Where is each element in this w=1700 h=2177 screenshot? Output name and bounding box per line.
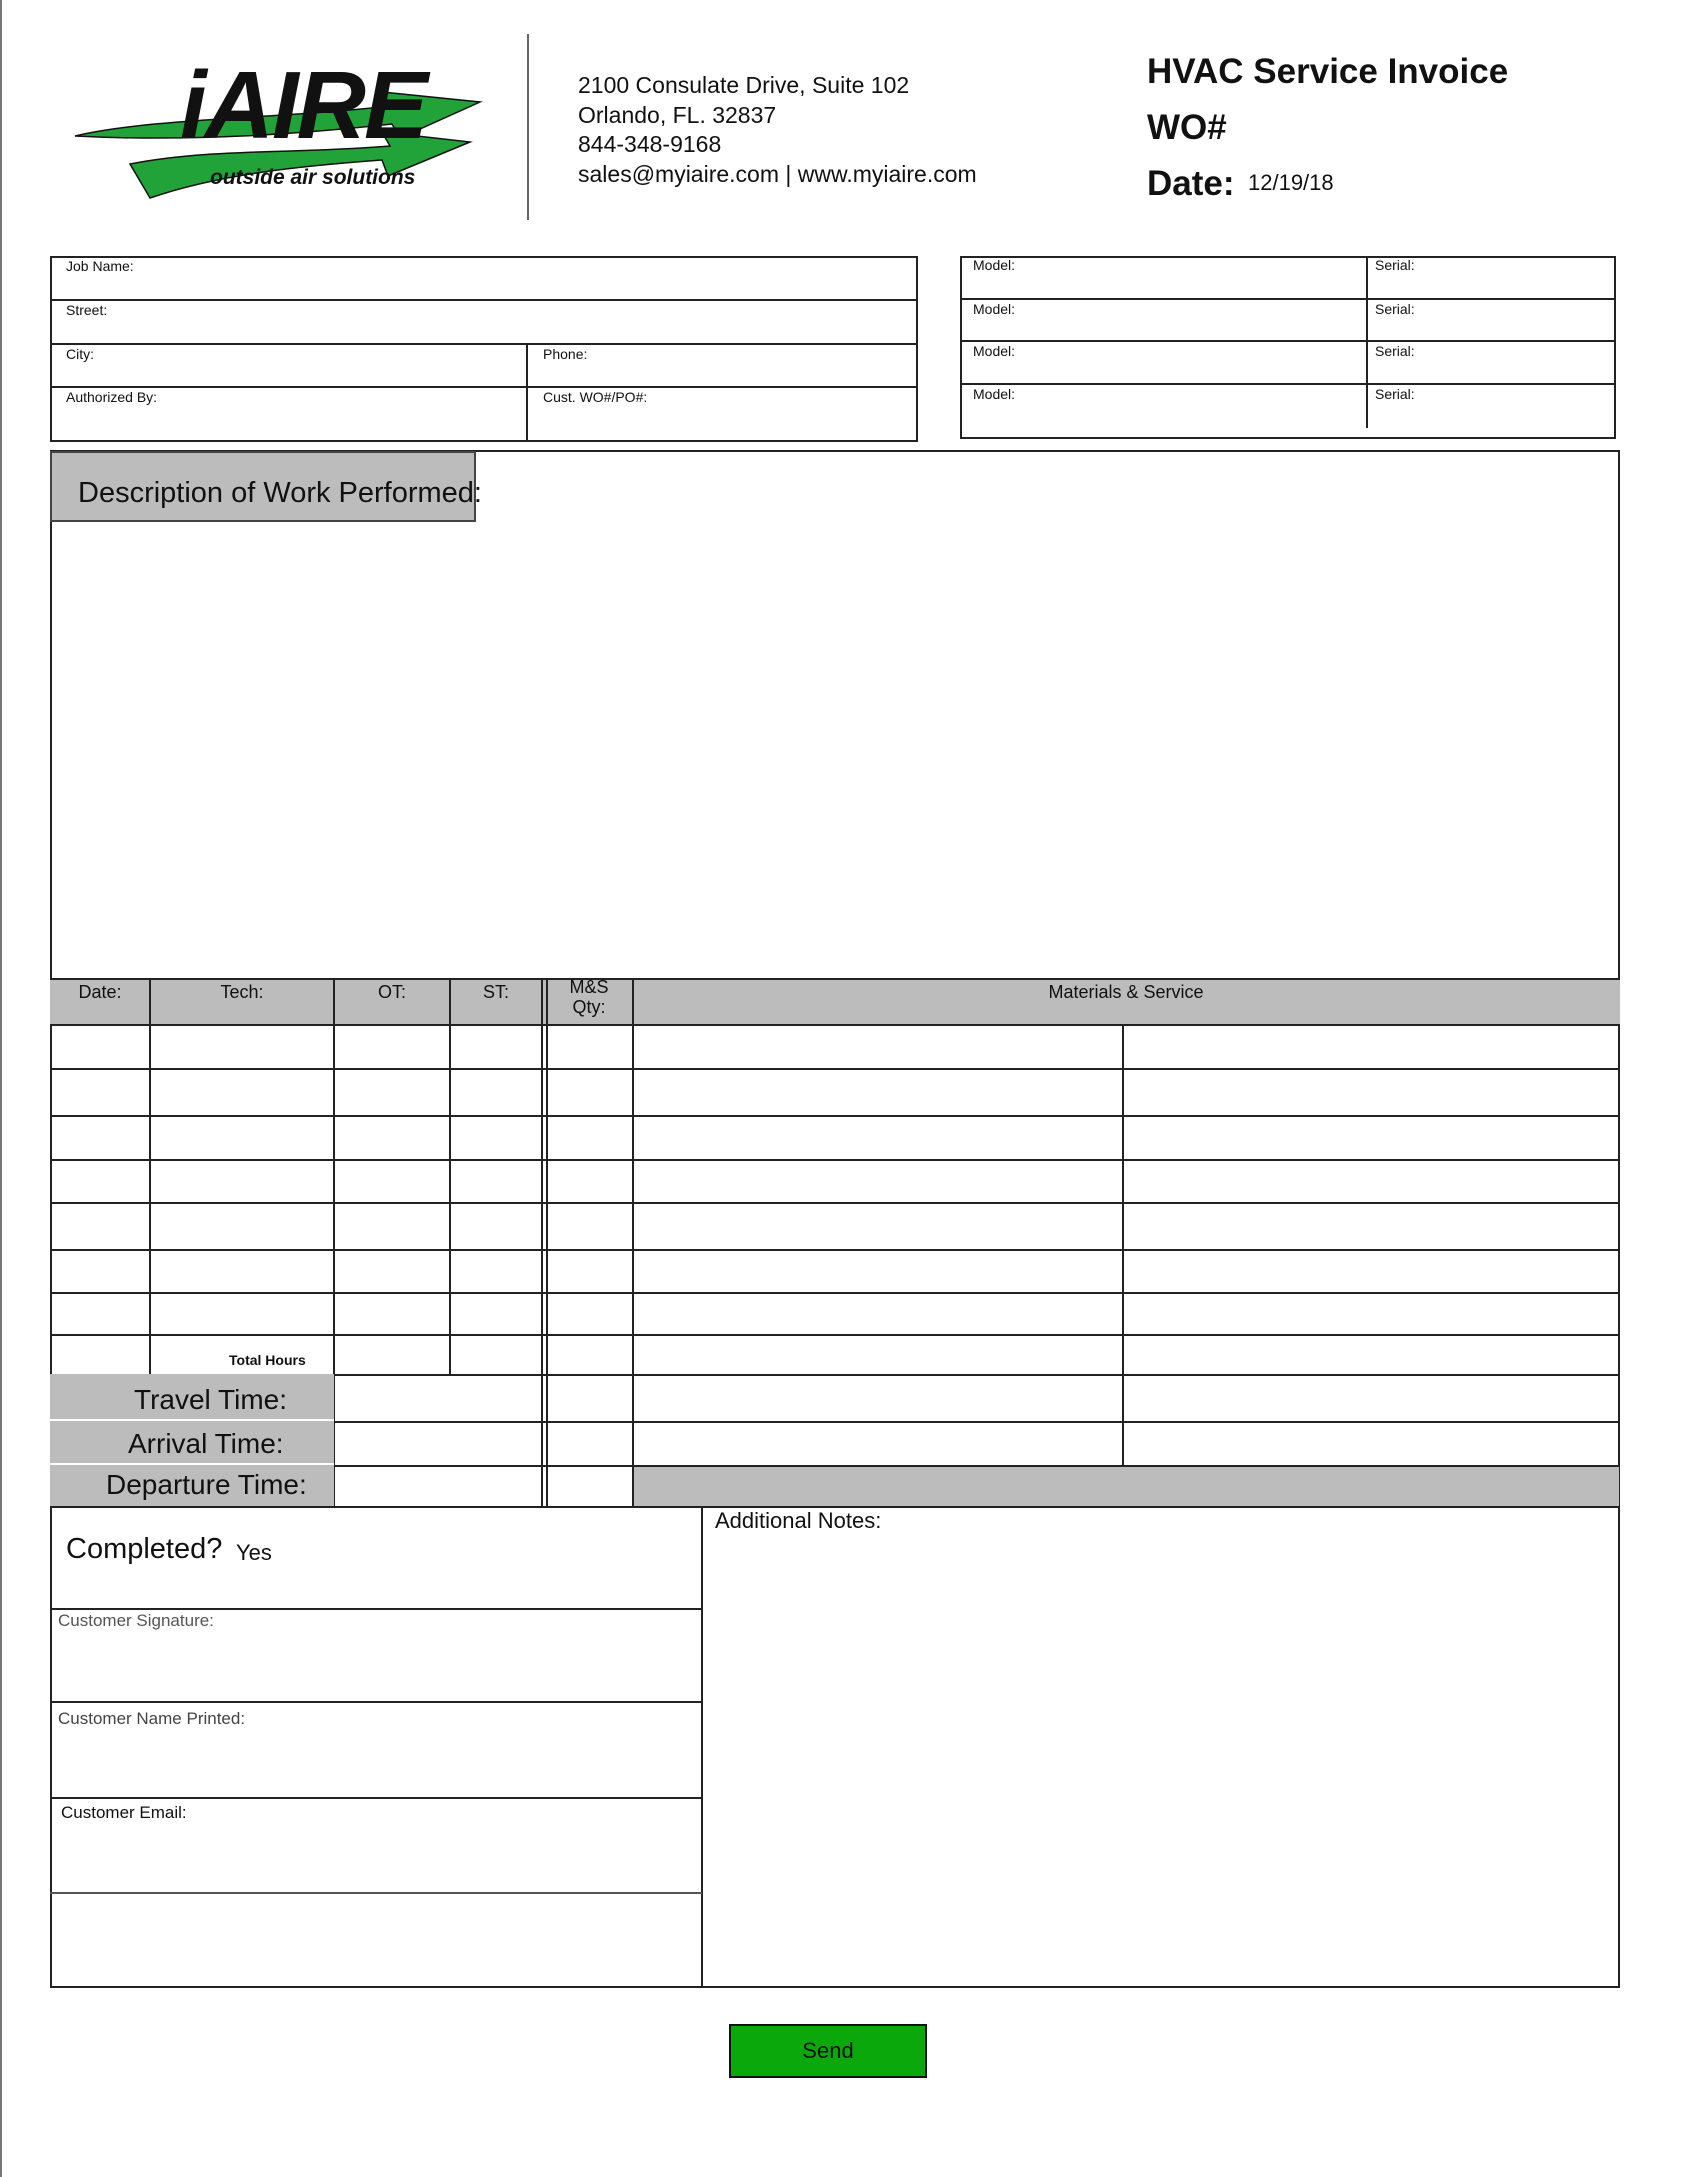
col-date-header: Date: <box>78 982 122 1002</box>
job-row-divider <box>50 299 918 301</box>
company-logo <box>70 52 490 208</box>
name-top-line <box>50 1701 702 1703</box>
table-row <box>50 1249 1620 1251</box>
model-field-1[interactable]: Model: <box>973 257 1016 273</box>
description-header <box>50 451 482 522</box>
table-row <box>50 1159 1620 1161</box>
job-info-box <box>50 256 918 442</box>
signature-top-line <box>50 1608 702 1610</box>
travel-time-cell <box>50 1374 334 1421</box>
cust-wo-field[interactable]: Cust. WO#/PO#: <box>543 389 648 405</box>
completed-value[interactable]: Yes <box>236 1540 272 1565</box>
serial-field-1[interactable]: Serial: <box>1375 257 1415 273</box>
street-field[interactable]: Street: <box>66 302 108 318</box>
company-contact: sales@myiaire.com | www.myiaire.com <box>578 161 977 187</box>
job-name-field[interactable]: Job Name: <box>66 258 134 274</box>
serial-field-2[interactable]: Serial: <box>1375 301 1415 317</box>
equip-col-divider <box>1366 256 1368 428</box>
job-row-divider <box>50 343 918 345</box>
equip-row-divider <box>960 340 1616 342</box>
col-divider <box>1122 1026 1124 1465</box>
job-row-divider <box>50 386 918 388</box>
equip-row-divider <box>960 298 1616 300</box>
logo-wordmark: iAIRE <box>180 52 427 159</box>
company-phone: 844-348-9168 <box>578 131 722 157</box>
table-row <box>50 1202 1620 1204</box>
phone-field[interactable]: Phone: <box>543 346 588 362</box>
customer-signature-field[interactable]: Customer Signature: <box>58 1611 214 1630</box>
additional-notes-field[interactable]: Additional Notes: <box>715 1508 882 1533</box>
col-divider <box>149 978 151 1374</box>
description-label: Description of Work Performed: <box>78 477 482 509</box>
address-line2: Orlando, FL. 32837 <box>578 102 777 128</box>
address-line1: 2100 Consulate Drive, Suite 102 <box>578 72 910 98</box>
wo-label: WO# <box>1147 108 1227 147</box>
col-tech-header: Tech: <box>220 982 264 1002</box>
date-value[interactable]: 12/19/18 <box>1248 170 1334 195</box>
col-materials-header: Materials & Service <box>1048 982 1204 1002</box>
date-label: Date: <box>1147 164 1235 203</box>
completed-label: Completed? <box>66 1533 223 1565</box>
departure-time-label: Departure Time: <box>106 1469 307 1500</box>
customer-email-field[interactable]: Customer Email: <box>61 1803 187 1822</box>
page-edge <box>0 0 2 2177</box>
email-bottom-line <box>50 1892 702 1894</box>
col-ot-header: OT: <box>377 982 406 1002</box>
header-divider <box>527 34 529 220</box>
departure-time-cell <box>50 1465 334 1508</box>
col-divider <box>541 978 543 1508</box>
logo-tagline: outside air solutions <box>210 166 416 189</box>
total-hours-label: Total Hours <box>229 1352 306 1368</box>
serial-field-4[interactable]: Serial: <box>1375 386 1415 402</box>
arrival-time-label: Arrival Time: <box>128 1428 284 1459</box>
equipment-box <box>960 256 1616 439</box>
equip-row-divider <box>960 383 1616 385</box>
customer-name-field[interactable]: Customer Name Printed: <box>58 1709 246 1728</box>
serial-field-3[interactable]: Serial: <box>1375 343 1415 359</box>
bottom-divider <box>701 1506 703 1988</box>
col-msqty-line2: Qty: <box>572 997 606 1017</box>
table-row <box>50 1115 1620 1117</box>
description-textarea[interactable] <box>52 523 1618 978</box>
arrival-time-cell <box>50 1421 334 1465</box>
table-row <box>50 1292 1620 1294</box>
col-msqty-header <box>545 977 633 1017</box>
model-field-2[interactable]: Model: <box>973 301 1016 317</box>
col-msqty-line1: M&S <box>569 977 609 997</box>
city-field[interactable]: City: <box>66 346 94 362</box>
model-field-3[interactable]: Model: <box>973 343 1016 359</box>
email-top-line <box>50 1797 702 1799</box>
table-row <box>50 1334 1620 1336</box>
model-field-4[interactable]: Model: <box>973 386 1016 402</box>
authorized-by-field[interactable]: Authorized By: <box>66 389 158 405</box>
col-divider <box>546 978 548 1508</box>
departure-gray-fill <box>634 1467 1619 1508</box>
col-divider <box>632 978 634 1508</box>
travel-time-label: Travel Time: <box>134 1384 287 1415</box>
table-row <box>50 1068 1620 1070</box>
invoice-title: HVAC Service Invoice <box>1147 52 1509 91</box>
send-button[interactable]: Send <box>729 2024 927 2078</box>
job-col-divider <box>526 343 528 442</box>
col-divider <box>449 978 451 1374</box>
col-st-header: ST: <box>482 982 509 1002</box>
